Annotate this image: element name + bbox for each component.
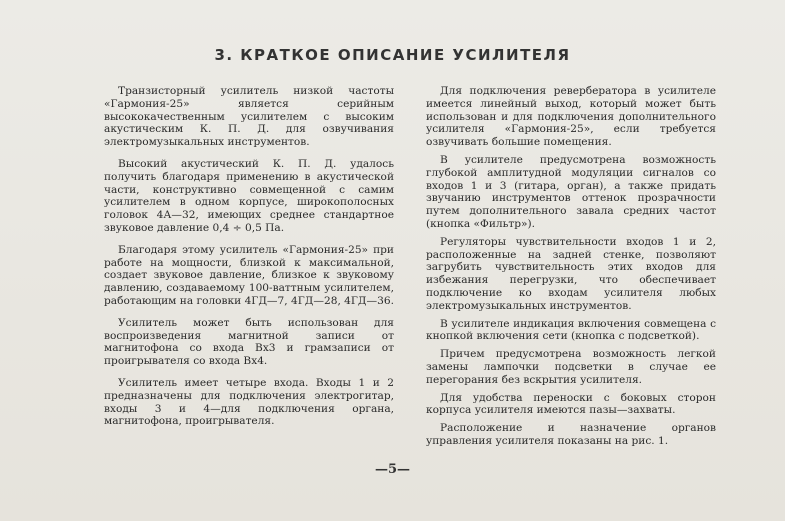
paragraph: В усилителе индикация включения совмещена с кнопкой включения сети (кнопка с подсветкой). [426,317,716,343]
page-number: —5— [374,462,411,477]
right-column [426,85,716,453]
paragraph: Усилитель имеет четыре входа. Входы 1 и 2 предназначены для подключения электрогитар, входы 3 и 4—для подключения органа, магнитофона, проигрывателя. [104,376,394,428]
paragraph: В усилителе предусмотрена возможность глубокой амплитудной модуляции сигналов со входов 1 и 3 (гитара, орган), а также придать звучанию инструментов оттенок прозрачности путем дополнительного завала средних частот (кнопка «Фильтр»). [426,153,716,230]
paragraph: Транзисторный усилитель низкой частоты «Гармония-25» является серийным высококачественным усилителем с высоким акустическим К. П. Д. для озвучивания электромузыкальных инструментов. [104,85,394,149]
paragraph: Благодаря этому усилитель «Гармония-25» при работе на мощности, близкой к максимальной, создает звуковое давление, близкое к звуковому давлению, создаваемому 100-ваттным усилителем, работающим на головки 4ГД—7, 4ГД—28, 4ГД—36. [104,243,394,307]
left-column [104,85,394,437]
section-title: 3. КРАТКОЕ ОПИСАНИЕ УСИЛИТЕЛЯ [214,46,571,64]
paragraph: Для подключения ревербератора в усилителе имеется линейный выход, который может быть использован и для подключения дополнительного усилителя «Гармония-25», если требуется озвучивать большие помещения. [426,85,716,149]
paragraph: Расположение и назначение органов управления усилителя показаны на рис. 1. [426,422,716,447]
paragraph: Регуляторы чувствительности входов 1 и 2, расположенные на задней стенке, позволяют загрубить чувствительность этих входов для избежания перегрузки, что обеспечивает подключение ко входам усилителя любых электромузыкальных инструментов. [426,235,716,312]
paragraph: Высокий акустический К. П. Д. удалось получить благодаря применению в акустической части, конструктивно совмещенной с самим усилителем в одном корпусе, широкополосных головок 4А—32, имеющих среднее стандартное звуковое давление 0,4 ÷ 0,5 Па. [104,157,394,234]
paragraph: Усилитель может быть использован для воспроизведения магнитной записи от магнитофона со входа Вх3 и грамзаписи от проигрывателя со входа Вх4. [104,316,394,368]
paragraph: Для удобства переноски с боковых сторон корпуса усилителя имеются пазы—захваты. [426,391,716,417]
paragraph: Причем предусмотрена возможность легкой замены лампочки подсветки в случае ее перегорания без вскрытия усилителя. [426,348,716,386]
